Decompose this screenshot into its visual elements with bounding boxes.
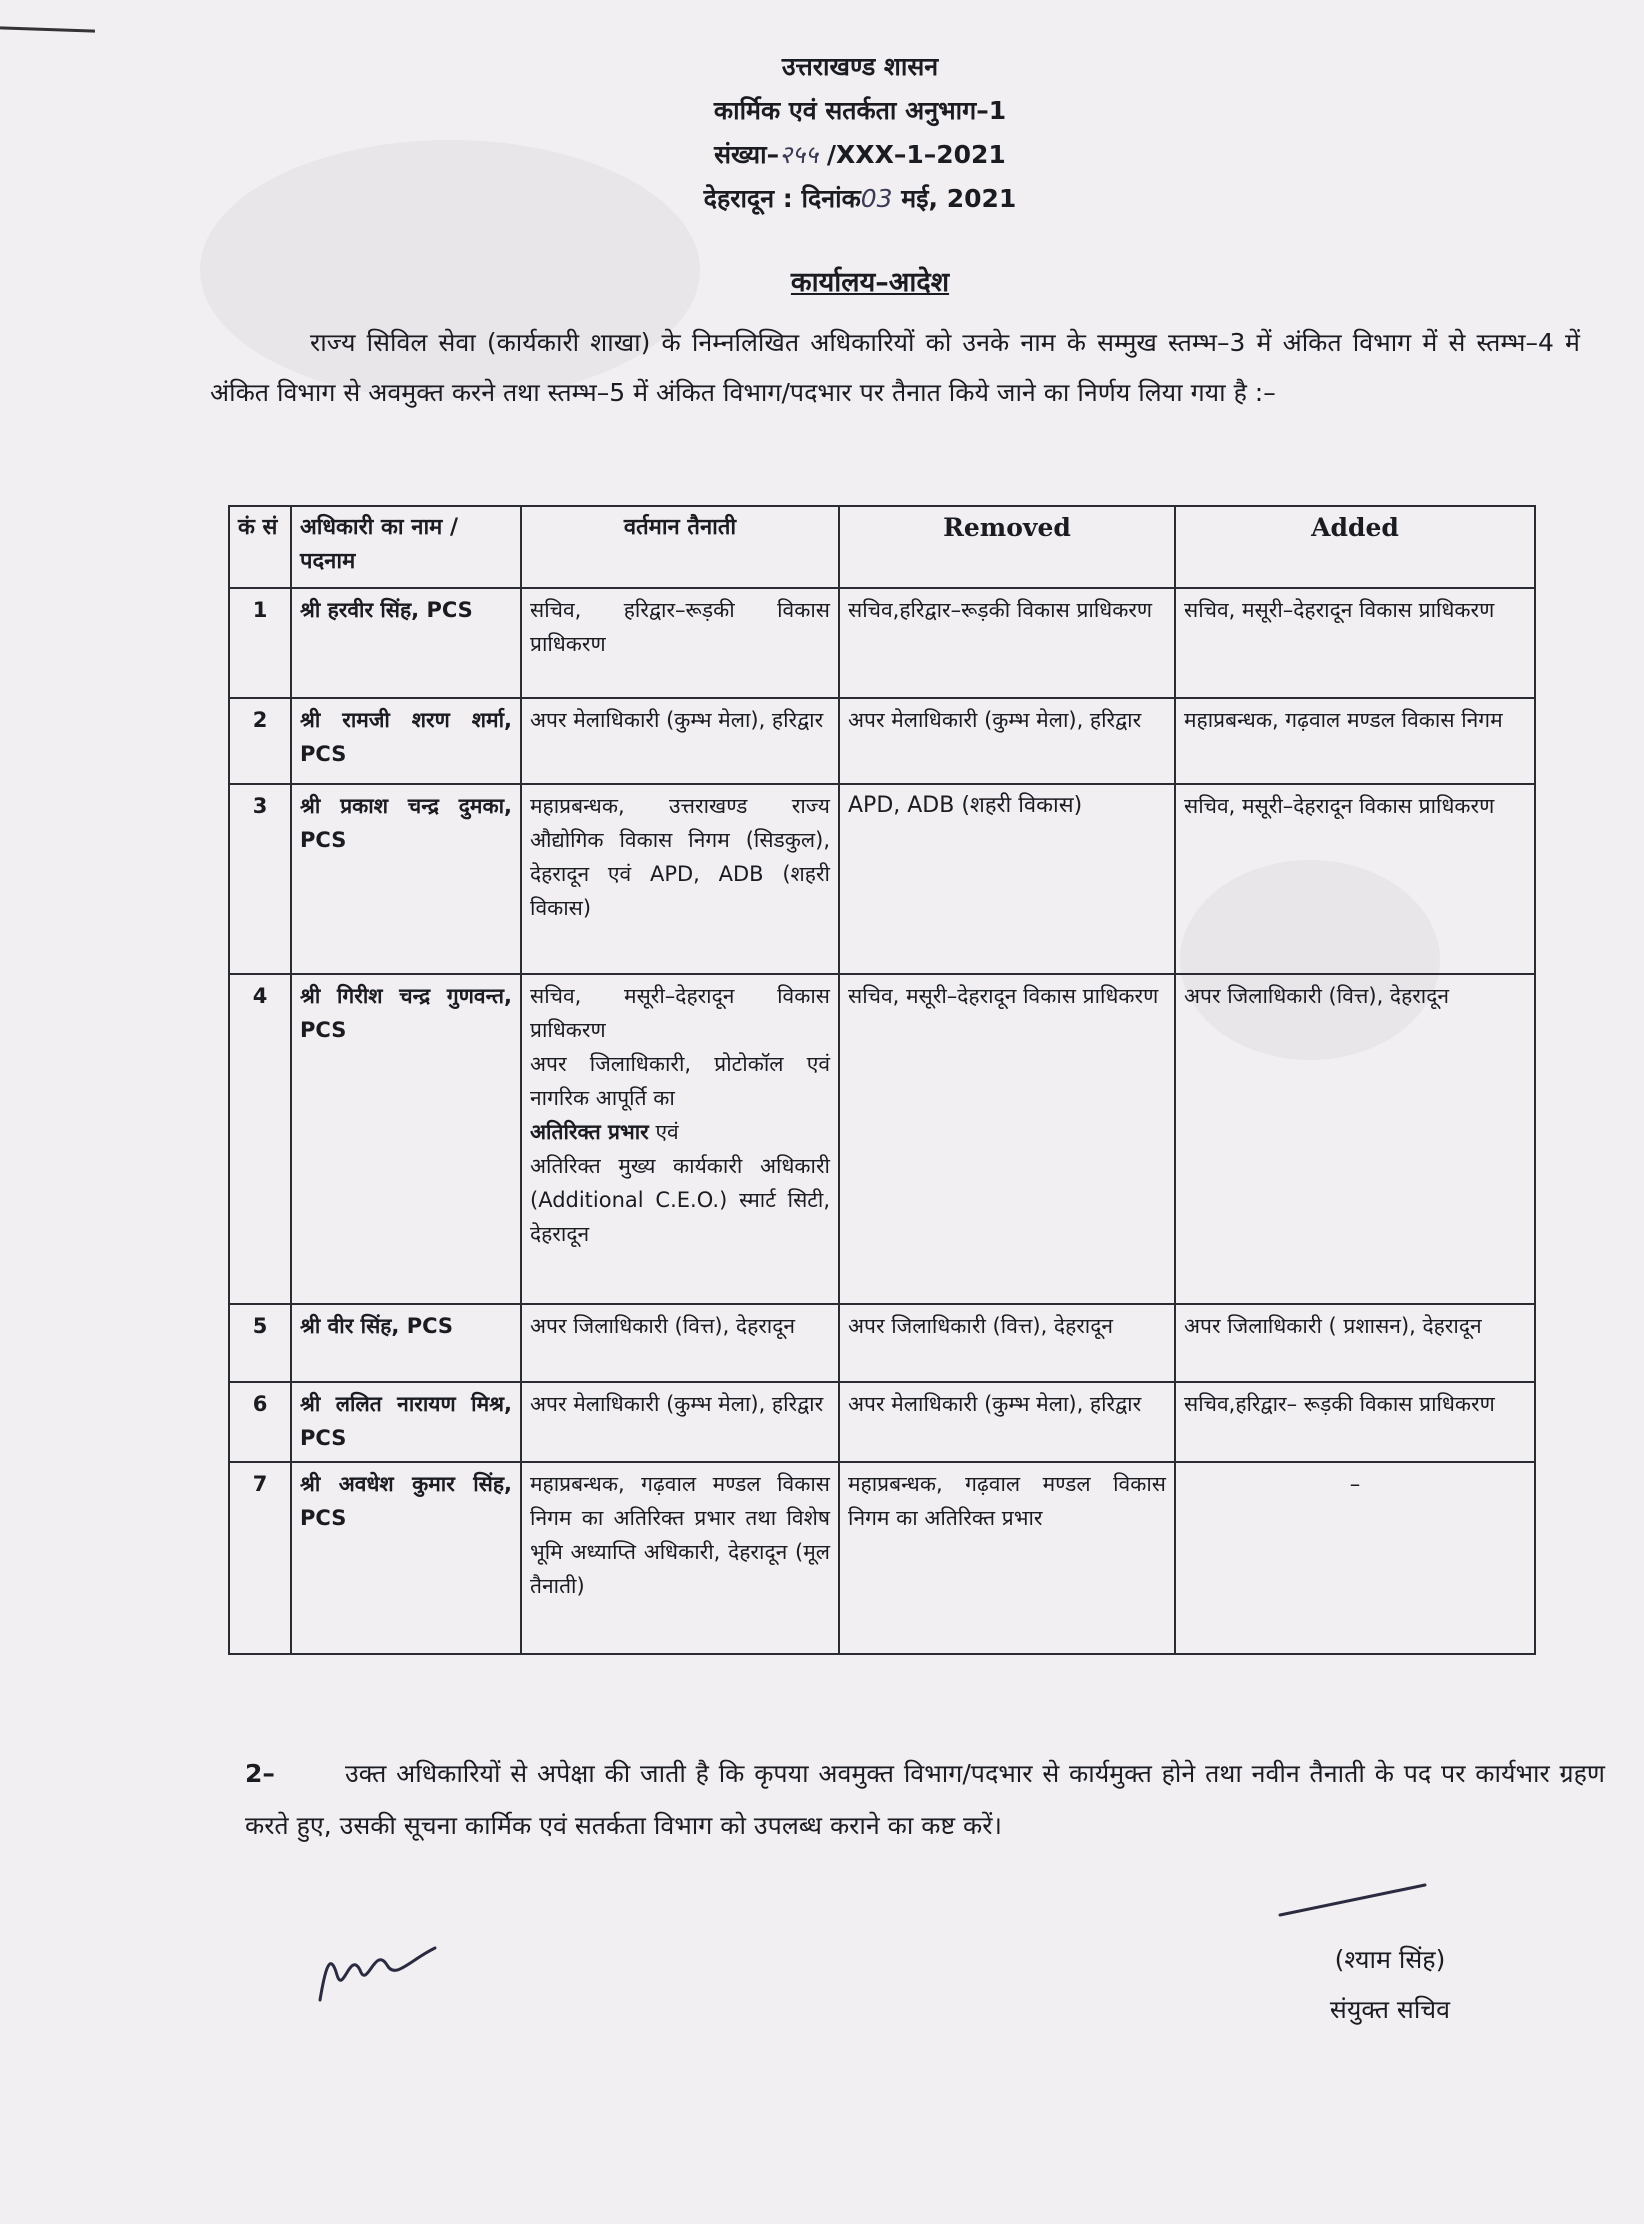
row-added: सचिव, मसूरी–देहरादून विकास प्राधिकरण [1175,588,1535,698]
row-removed: सचिव,हरिद्वार–रूड़की विकास प्राधिकरण [839,588,1175,698]
row-officer-name: श्री प्रकाश चन्द्र दुमका, PCS [291,784,521,974]
signatory-block [1260,1935,1520,2035]
row-officer-name: श्री हरवीर सिंह, PCS [291,588,521,698]
row-officer-name: श्री ललित नारायण मिश्र, PCS [291,1382,521,1462]
row-added: महाप्रबन्धक, गढ़वाल मण्डल विकास निगम [1175,698,1535,784]
signature-stroke [1275,1880,1435,1920]
row-added: सचिव, मसूरी–देहरादून विकास प्राधिकरण [1175,784,1535,974]
table-row [229,974,1535,1304]
header-removed: Removed [839,506,1175,588]
row-removed: सचिव, मसूरी–देहरादून विकास प्राधिकरण [839,974,1175,1304]
handwritten-number: २५५ [779,140,819,169]
header-officer-name: अधिकारी का नाम /पदनाम [291,506,521,588]
row-removed: महाप्रबन्धक, गढ़वाल मण्डल विकास निगम का अतिरिक्त प्रभार [839,1462,1175,1654]
table-row [229,1382,1535,1462]
header-serial: कं सं [229,506,291,588]
row-current-posting: अपर मेलाधिकारी (कुम्भ मेला), हरिद्वार [521,698,839,784]
row-removed: अपर मेलाधिकारी (कुम्भ मेला), हरिद्वार [839,698,1175,784]
order-title: कार्यालय–आदेश [790,267,950,298]
handwritten-day: 03 [860,184,893,213]
reference-number: संख्या–२५५ /XXX–1–2021 [714,140,1006,169]
government-name: उत्तराखण्ड शासन [781,52,939,81]
department-section: कार्मिक एवं सतर्कता अनुभाग–1 [713,96,1007,125]
table-header-row [229,506,1535,588]
row-officer-name: श्री वीर सिंह, PCS [291,1304,521,1382]
row-removed: अपर जिलाधिकारी (वित्त), देहरादून [839,1304,1175,1382]
row-serial: 3 [229,784,291,974]
table-row [229,784,1535,974]
row-current-posting: अपर जिलाधिकारी (वित्त), देहरादून [521,1304,839,1382]
row-serial: 4 [229,974,291,1304]
row-serial: 6 [229,1382,291,1462]
table-row [229,698,1535,784]
row-current-posting: सचिव, मसूरी–देहरादून विकास प्राधिकरण अपर जिलाधिकारी, प्रोटोकॉल एवं नागरिक आपूर्ति का अतिरिक्त प्रभार एवं अतिरिक्त मुख्य कार्यकारी अधिकारी (Additional C.E.O.) स्मार्ट सिटी, देहरादून [521,974,839,1304]
transfer-table [228,505,1536,1655]
table-row [229,1304,1535,1382]
row-serial: 1 [229,588,291,698]
row-officer-name: श्री गिरीश चन्द्र गुणवन्त, PCS [291,974,521,1304]
row-current-posting: सचिव, हरिद्वार–रूड़की विकास प्राधिकरण [521,588,839,698]
document-date: देहरादून : दिनांक03 मई, 2021 [703,184,1017,213]
row-removed: अपर मेलाधिकारी (कुम्भ मेला), हरिद्वार [839,1382,1175,1462]
row-added: अपर जिलाधिकारी ( प्रशासन), देहरादून [1175,1304,1535,1382]
row-serial: 7 [229,1462,291,1654]
table-row [229,588,1535,698]
header-current-posting: वर्तमान तैनाती [521,506,839,588]
row-serial: 5 [229,1304,291,1382]
row-removed: APD, ADB (शहरी विकास) [839,784,1175,974]
table-row [229,1462,1535,1654]
row-current-posting: महाप्रबन्धक, उत्तराखण्ड राज्य औद्योगिक विकास निगम (सिडकुल), देहरादून एवं APD, ADB (शहरी विकास) [521,784,839,974]
row-serial: 2 [229,698,291,784]
row-officer-name: श्री अवधेश कुमार सिंह, PCS [291,1462,521,1654]
signatory-designation: संयुक्त सचिव [1329,1995,1451,2024]
order-paragraph-1: राज्य सिविल सेवा (कार्यकारी शाखा) के निम्नलिखित अधिकारियों को उनके नाम के सम्मुख स्तम्भ–3 में अंकित विभाग में से स्तम्भ–4 में अंकित विभाग से अवमुक्त करने तथा स्तम्भ–5 में अंकित विभाग/पदभार पर तैनात किये जाने का निर्णय लिया गया है :– [210,328,1580,407]
paragraph-number: 2– [245,1759,275,1788]
row-added: – [1175,1462,1535,1654]
row-officer-name: श्री रामजी शरण शर्मा, PCS [291,698,521,784]
row-current-posting: महाप्रबन्धक, गढ़वाल मण्डल विकास निगम का अतिरिक्त प्रभार तथा विशेष भूमि अध्याप्ति अधिकारी, देहरादून (मूल तैनाती) [521,1462,839,1654]
row-added: सचिव,हरिद्वार– रूड़की विकास प्राधिकरण [1175,1382,1535,1462]
initials-signature [315,1930,455,2010]
row-current-posting: अपर मेलाधिकारी (कुम्भ मेला), हरिद्वार [521,1382,839,1462]
document-header [560,45,1160,221]
order-paragraph-2: 2– उक्त अधिकारियों से अपेक्षा की जाती है कि कृपया अवमुक्त विभाग/पदभार से कार्यमुक्त होने तथा नवीन तैनाती के पद पर कार्यभार ग्रहण करते हुए, उसकी सूचना कार्मिक एवं सतर्कता विभाग को उपलब्ध कराने का कष्ट करें। [245,1748,1605,1852]
header-added: Added [1175,506,1535,588]
row-added: अपर जिलाधिकारी (वित्त), देहरादून [1175,974,1535,1304]
signatory-name: (श्याम सिंह) [1334,1945,1446,1974]
margin-pen-mark [0,26,95,32]
